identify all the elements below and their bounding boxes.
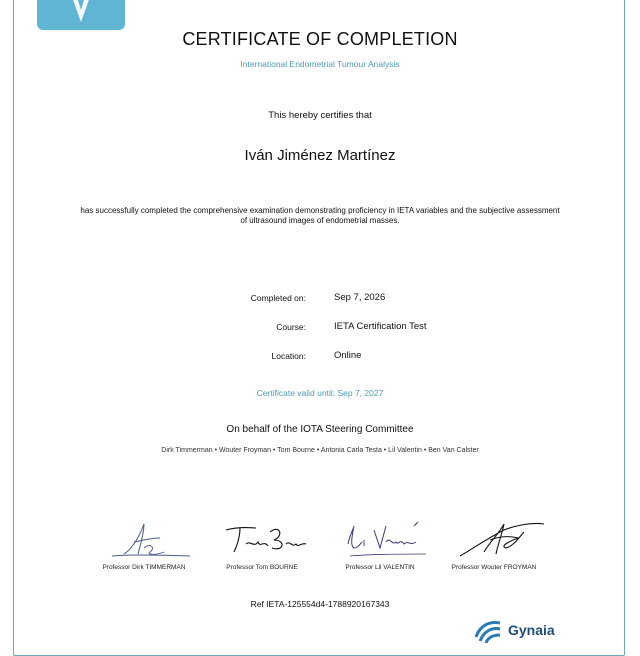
signature-caption: Professor Wouter FROYMAN — [451, 564, 537, 571]
completed-value: Sep 7, 2026 — [334, 292, 386, 303]
committee-members: Dirk Timmerman • Wouter Froyman • Tom Bourne • Antonia Carla Testa • Lil Valentin • Ben Van Calster — [161, 447, 479, 454]
signature-bourne — [212, 518, 312, 562]
course-value: IETA Certification Test — [334, 321, 427, 332]
signature-block-froyman — [434, 518, 554, 571]
certificate-title: CERTIFICATE OF COMPLETION — [182, 29, 458, 49]
signature-caption: Professor Dirk TIMMERMAN — [102, 564, 186, 571]
signature-block-valentin — [320, 518, 440, 571]
certifies-text: This hereby certifies that — [268, 110, 372, 121]
certificate-subtitle: International Endometrial Tumour Analysis — [240, 59, 400, 69]
signature-caption: Professor Tom BOURNE — [226, 564, 298, 571]
signature-froyman — [444, 518, 544, 562]
logo-tab — [37, 0, 125, 30]
location-label: Location: — [271, 351, 306, 361]
gynaia-logo — [472, 615, 582, 643]
location-value: Online — [334, 350, 362, 361]
certificate-reference: Ref IETA-125554d4-1788920167343 — [250, 599, 390, 609]
gynaia-logo-icon — [472, 615, 504, 643]
signature-caption: Professor Lil VALENTIN — [345, 564, 415, 571]
validity-text: Certificate valid until: Sep 7, 2027 — [256, 388, 384, 398]
course-label: Course: — [276, 322, 306, 332]
signature-block-timmerman — [84, 518, 204, 571]
signature-block-bourne — [202, 518, 322, 571]
brand-name: Gynaia — [508, 622, 555, 638]
logo-icon — [67, 0, 95, 26]
signature-timmerman — [94, 518, 194, 562]
signature-valentin — [330, 518, 430, 562]
completed-label: Completed on: — [250, 293, 306, 303]
behalf-text: On behalf of the IOTA Steering Committee — [226, 424, 414, 435]
completion-statement: has successfully completed the comprehensive examination demonstrating proficiency in IETA variables and the subjective assessment of ultrasound images of endometrial masses. — [80, 206, 560, 225]
recipient-name: Iván Jiménez Martínez — [244, 147, 396, 164]
